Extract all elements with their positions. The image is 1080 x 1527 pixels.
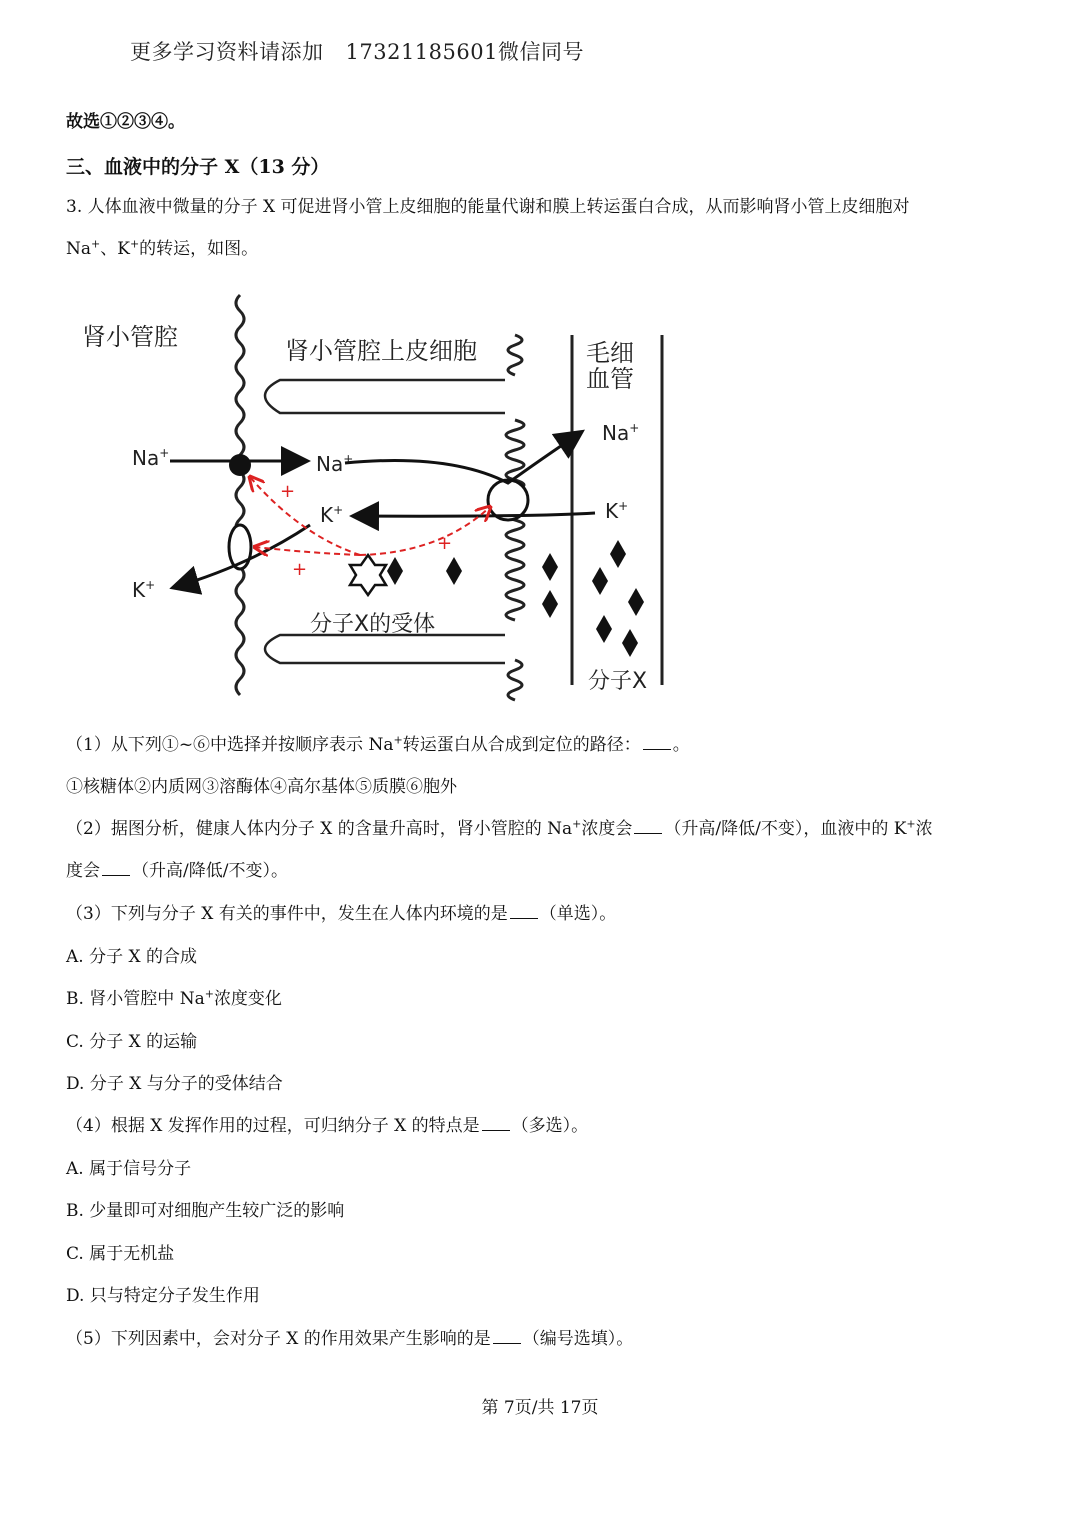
q4-option-a: A. 属于信号分子 xyxy=(66,1159,192,1179)
q3-option-c: C. 分子 X 的运输 xyxy=(66,1032,198,1052)
q3-option-d: D. 分子 X 与分子的受体结合 xyxy=(66,1074,283,1094)
k-mid-label: K+ xyxy=(320,503,344,527)
q2: （2）据图分析，健康人体内分子 X 的含量升高时，肾小管腔的 Na+浓度会 （升高/降低/不变），血液中的 K+浓 xyxy=(66,817,933,839)
junction-bottom xyxy=(265,635,505,663)
receptor-label: 分子X的受体 xyxy=(310,612,436,637)
capillary-label-1: 毛细 xyxy=(586,339,634,367)
apical-membrane xyxy=(236,295,244,695)
q1-options: ①核糖体②内质网③溶酶体④高尔基体⑤质膜⑥胞外 xyxy=(66,777,457,797)
q2-blank-1[interactable] xyxy=(634,832,662,834)
q3-blank[interactable] xyxy=(510,917,538,919)
k-right-label: K+ xyxy=(605,499,629,523)
q5-blank[interactable] xyxy=(493,1342,521,1344)
na-left-label: Na+ xyxy=(132,446,170,470)
q4-option-c: C. 属于无机盐 xyxy=(66,1244,175,1264)
na-channel xyxy=(229,454,251,476)
basolateral-membrane-bottom xyxy=(508,660,522,700)
cell-label: 肾小管腔上皮细胞 xyxy=(285,337,477,365)
q3-option-a: A. 分子 X 的合成 xyxy=(66,947,197,967)
header-phone: 17321185601微信同号 xyxy=(345,40,584,64)
q2-blank-2[interactable] xyxy=(102,874,130,876)
capillary-label-2: 血管 xyxy=(586,365,634,393)
plus-sign-1: + xyxy=(280,481,296,502)
q4-blank[interactable] xyxy=(482,1129,510,1131)
basolateral-membrane-top xyxy=(508,335,522,375)
q4-option-b: B. 少量即可对细胞产生较广泛的影响 xyxy=(66,1201,345,1221)
q3: （3）下列与分子 X 有关的事件中，发生在人体内环境的是 （单选）。 xyxy=(66,904,617,924)
na-mid-label: Na+ xyxy=(316,452,354,476)
plus-sign-3: + xyxy=(437,533,453,554)
junction-top xyxy=(265,380,505,413)
molecule-x xyxy=(446,557,462,585)
plus-sign-2: + xyxy=(292,559,308,580)
receptor-star xyxy=(350,555,386,595)
q5: （5）下列因素中，会对分子 X 的作用效果产生影响的是 （编号选填）。 xyxy=(66,1329,634,1349)
page-header xyxy=(130,36,584,66)
page-footer: 第 7页/共 17页 xyxy=(481,1398,599,1418)
q3-option-b: B. 肾小管腔中 Na+浓度变化 xyxy=(66,987,282,1009)
previous-answer: 故选①②③④。 xyxy=(66,112,185,132)
q4-option-d: D. 只与特定分子发生作用 xyxy=(66,1286,260,1306)
q1: （1）从下列①~⑥中选择并按顺序表示 Na+转运蛋白从合成到定位的路径： 。 xyxy=(66,733,690,755)
molecule-label: 分子X xyxy=(588,669,648,694)
q1-blank[interactable] xyxy=(643,748,671,750)
question-intro-line2: Na+、K+的转运，如图。 xyxy=(66,237,259,259)
k-left-label: K+ xyxy=(132,578,156,602)
lumen-label: 肾小管腔 xyxy=(82,323,178,351)
q4: （4）根据 X 发挥作用的过程，可归纳分子 X 的特点是 （多选）。 xyxy=(66,1116,589,1136)
header-text: 更多学习资料请添加 xyxy=(130,40,324,64)
kidney-tubule-diagram xyxy=(70,285,680,715)
q2-line2: 度会 （升高/降低/不变）。 xyxy=(66,861,288,881)
na-right-label: Na+ xyxy=(602,421,640,445)
section-title: 三、血液中的分子 X（13 分） xyxy=(66,156,330,178)
question-intro-line1: 3. 人体血液中微量的分子 X 可促进肾小管上皮细胞的能量代谢和膜上转运蛋白合成，从而影响肾小管上皮细胞对 xyxy=(66,197,910,217)
